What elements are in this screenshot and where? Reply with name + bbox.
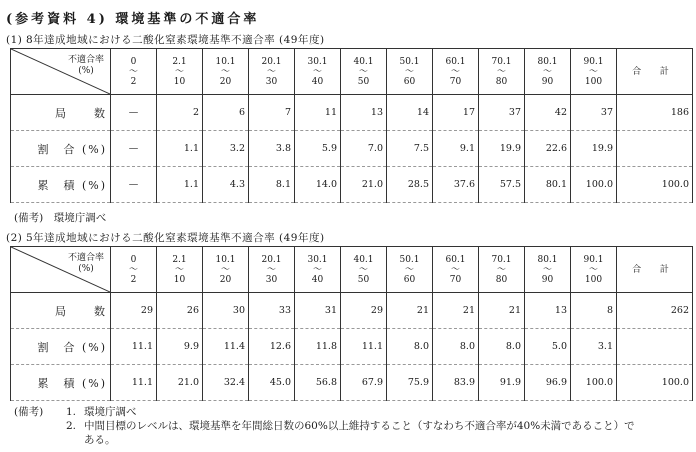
table-cell: 37 (571, 95, 617, 131)
row-label: 割 合 (%) (11, 131, 111, 167)
range-part: 60.1 (445, 56, 466, 67)
table-row (11, 167, 693, 203)
row-total: 100.0 (617, 167, 693, 203)
table-cell: 9.1 (433, 131, 479, 167)
table-cell: 57.5 (479, 167, 525, 203)
table1-header-row (11, 49, 693, 95)
table-cell: 96.9 (525, 365, 571, 401)
table-cell: 100.0 (571, 167, 617, 203)
table-cell: 11.8 (295, 329, 341, 365)
table-cell: 80.1 (525, 167, 571, 203)
table-cell: 100.0 (571, 365, 617, 401)
table-cell: 33 (249, 293, 295, 329)
document-title: (参考資料 4) 環境基準の不適合率 (6, 12, 260, 27)
range-part: 90.1 (583, 56, 604, 67)
row-total: 100.0 (617, 365, 693, 401)
table-cell: 8.1 (249, 167, 295, 203)
table-row (11, 365, 693, 401)
table1-range-header (341, 49, 387, 95)
range-part: 20 (219, 76, 232, 87)
range-part: 10 (173, 274, 186, 285)
table-cell: 21 (479, 293, 525, 329)
table1-range-header (203, 49, 249, 95)
table-cell: 56.8 (295, 365, 341, 401)
table-cell: 21 (387, 293, 433, 329)
table-cell: 8.0 (479, 329, 525, 365)
range-part: 100 (584, 274, 603, 285)
range-part: 90 (541, 76, 554, 87)
row-total: 186 (617, 95, 693, 131)
range-part: 40 (311, 76, 324, 87)
table1-range-header (249, 49, 295, 95)
corner-label-line2: (%) (78, 264, 94, 274)
table-cell: 28.5 (387, 167, 433, 203)
table-cell: 3.8 (249, 131, 295, 167)
table1-total-header: 合 計 (617, 49, 693, 95)
range-part: 〜 (496, 264, 506, 275)
range-part: 60 (403, 76, 416, 87)
range-part: 〜 (588, 66, 598, 77)
range-part: 〜 (266, 66, 276, 77)
table1 (10, 48, 693, 203)
range-part: 〜 (220, 264, 230, 275)
range-part: 2 (130, 274, 137, 285)
table2-range-header (111, 247, 157, 293)
table-cell: 1.1 (157, 167, 203, 203)
table-cell: 2 (157, 95, 203, 131)
range-part: 30 (265, 274, 278, 285)
table-row (11, 95, 693, 131)
table2-range-header (571, 247, 617, 293)
table-row (11, 131, 693, 167)
range-part: 10.1 (215, 254, 236, 265)
row-label: 局 数 (11, 95, 111, 131)
table2-range-header (295, 247, 341, 293)
table2-caption-text: 5年達成地域における二酸化窒素環境基準不適合率 (49年度) (26, 232, 325, 244)
range-part: 30 (265, 76, 278, 87)
table1-caption (6, 32, 325, 47)
range-part: 〜 (450, 66, 460, 77)
range-part: 40.1 (353, 254, 374, 265)
table-cell: 11.1 (111, 365, 157, 401)
range-part: 10 (173, 76, 186, 87)
range-part: 〜 (358, 66, 368, 77)
table1-range-header (157, 49, 203, 95)
range-part: 80 (495, 274, 508, 285)
table-cell: 19.9 (571, 131, 617, 167)
table-cell: 14 (387, 95, 433, 131)
table2-range-header (249, 247, 295, 293)
table-cell: — (111, 95, 157, 131)
range-part: 30.1 (307, 56, 328, 67)
note-item2-continuation: ある。 (84, 434, 116, 446)
table-cell: 91.9 (479, 365, 525, 401)
table2-caption (6, 230, 325, 245)
table-cell: 11.4 (203, 329, 249, 365)
range-part: 50.1 (399, 56, 420, 67)
range-part: 〜 (174, 264, 184, 275)
row-label: 割 合 (%) (11, 329, 111, 365)
range-part: 〜 (220, 66, 230, 77)
table-cell: 3.2 (203, 131, 249, 167)
table1-number: (1) (6, 34, 23, 46)
table-cell: 7.0 (341, 131, 387, 167)
row-total: 262 (617, 293, 693, 329)
range-part: 〜 (542, 264, 552, 275)
table1-range-header (479, 49, 525, 95)
range-part: 60.1 (445, 254, 466, 265)
range-part: 〜 (450, 264, 460, 275)
note-item2-text: 中間目標のレベルは、環境基準を年間総日数の60%以上維持すること（すなわち不適合率が40%未満であること）で (84, 420, 635, 432)
table-cell: 22.6 (525, 131, 571, 167)
row-label: 累 積 (%) (11, 167, 111, 203)
range-part: 50 (357, 274, 370, 285)
range-part: 2.1 (172, 56, 187, 67)
table-cell: 32.4 (203, 365, 249, 401)
table2-range-header (433, 247, 479, 293)
range-part: 20.1 (261, 254, 282, 265)
table-cell: 75.9 (387, 365, 433, 401)
table-cell: 17 (433, 95, 479, 131)
table-cell: 13 (525, 293, 571, 329)
table-cell: 4.3 (203, 167, 249, 203)
corner-label-line1: 不適合率 (67, 253, 104, 263)
range-part: 〜 (128, 66, 138, 77)
row-total (617, 329, 693, 365)
range-part: 2.1 (172, 254, 187, 265)
table-cell: 8.0 (433, 329, 479, 365)
range-part: 〜 (312, 264, 322, 275)
table-cell: 1.1 (157, 131, 203, 167)
range-part: 2 (130, 76, 137, 87)
table-cell: 37 (479, 95, 525, 131)
range-part: 50.1 (399, 254, 420, 265)
range-part: 〜 (312, 66, 322, 77)
range-part: 〜 (404, 264, 414, 275)
table-cell: 8 (571, 293, 617, 329)
range-part: 0 (130, 56, 137, 67)
range-part: 70.1 (491, 254, 512, 265)
range-part: 70 (449, 76, 462, 87)
range-part: 50 (357, 76, 370, 87)
table-cell: 11 (295, 95, 341, 131)
table-cell: 29 (341, 293, 387, 329)
range-part: 90.1 (583, 254, 604, 265)
range-part: 〜 (588, 264, 598, 275)
note-item2-number: 2. (66, 420, 77, 432)
range-part: 60 (403, 274, 416, 285)
table-cell: 7.5 (387, 131, 433, 167)
range-part: 90 (541, 274, 554, 285)
range-part: 〜 (496, 66, 506, 77)
table-cell: 14.0 (295, 167, 341, 203)
table1-range-header (433, 49, 479, 95)
table-row (11, 329, 693, 365)
table1-note: (備考) 環境庁調べ (14, 212, 107, 224)
table2-total-header: 合 計 (617, 247, 693, 293)
range-part: 〜 (542, 66, 552, 77)
table-cell: 5.0 (525, 329, 571, 365)
row-label: 局 数 (11, 293, 111, 329)
table-cell: 11.1 (111, 329, 157, 365)
table-cell: 9.9 (157, 329, 203, 365)
range-part: 40.1 (353, 56, 374, 67)
table-cell: 26 (157, 293, 203, 329)
table-cell: 12.6 (249, 329, 295, 365)
table-cell: 5.9 (295, 131, 341, 167)
table1-range-header (111, 49, 157, 95)
corner-label-line2: (%) (78, 66, 94, 76)
table-cell: 21.0 (157, 365, 203, 401)
table-row (11, 293, 693, 329)
table-cell: 45.0 (249, 365, 295, 401)
range-part: 10.1 (215, 56, 236, 67)
range-part: 70.1 (491, 56, 512, 67)
table-cell: 7 (249, 95, 295, 131)
table-cell: 21.0 (341, 167, 387, 203)
table-cell: 31 (295, 293, 341, 329)
table-cell: 30 (203, 293, 249, 329)
range-part: 〜 (266, 264, 276, 275)
table1-range-header (295, 49, 341, 95)
range-part: 〜 (404, 66, 414, 77)
range-part: 40 (311, 274, 324, 285)
table-cell: 8.0 (387, 329, 433, 365)
table-cell: 19.9 (479, 131, 525, 167)
table1-caption-text: 8年達成地域における二酸化窒素環境基準不適合率 (49年度) (26, 34, 325, 46)
table2-range-header (341, 247, 387, 293)
table-cell: 21 (433, 293, 479, 329)
table2-header-row (11, 247, 693, 293)
row-total (617, 131, 693, 167)
table-cell: — (111, 167, 157, 203)
table2-notes (14, 405, 635, 447)
table2 (10, 246, 693, 401)
table2-range-header (525, 247, 571, 293)
table2-range-header (387, 247, 433, 293)
table-cell: 67.9 (341, 365, 387, 401)
table-cell: 13 (341, 95, 387, 131)
range-part: 80 (495, 76, 508, 87)
range-part: 〜 (174, 66, 184, 77)
table-cell: 3.1 (571, 329, 617, 365)
table1-range-header (571, 49, 617, 95)
table-cell: — (111, 131, 157, 167)
range-part: 20.1 (261, 56, 282, 67)
corner-label-line1: 不適合率 (67, 55, 104, 65)
range-part: 0 (130, 254, 137, 265)
table-cell: 42 (525, 95, 571, 131)
table2-range-header (203, 247, 249, 293)
range-part: 80.1 (537, 56, 558, 67)
table2-range-header (157, 247, 203, 293)
table1-range-header (525, 49, 571, 95)
table-cell: 83.9 (433, 365, 479, 401)
note-item1-number: 1. (66, 406, 77, 418)
note-item1-text: 環境庁調べ (84, 406, 137, 418)
range-part: 〜 (128, 264, 138, 275)
notes-label: (備考) (14, 406, 44, 418)
table2-range-header (479, 247, 525, 293)
row-label: 累 積 (%) (11, 365, 111, 401)
table2-number: (2) (6, 232, 23, 244)
table1-range-header (387, 49, 433, 95)
table1-corner-cell (11, 49, 111, 95)
range-part: 〜 (358, 264, 368, 275)
table-cell: 37.6 (433, 167, 479, 203)
table-cell: 29 (111, 293, 157, 329)
table-cell: 6 (203, 95, 249, 131)
range-part: 20 (219, 274, 232, 285)
table2-corner-cell (11, 247, 111, 293)
range-part: 80.1 (537, 254, 558, 265)
table-cell: 11.1 (341, 329, 387, 365)
range-part: 30.1 (307, 254, 328, 265)
range-part: 70 (449, 274, 462, 285)
range-part: 100 (584, 76, 603, 87)
